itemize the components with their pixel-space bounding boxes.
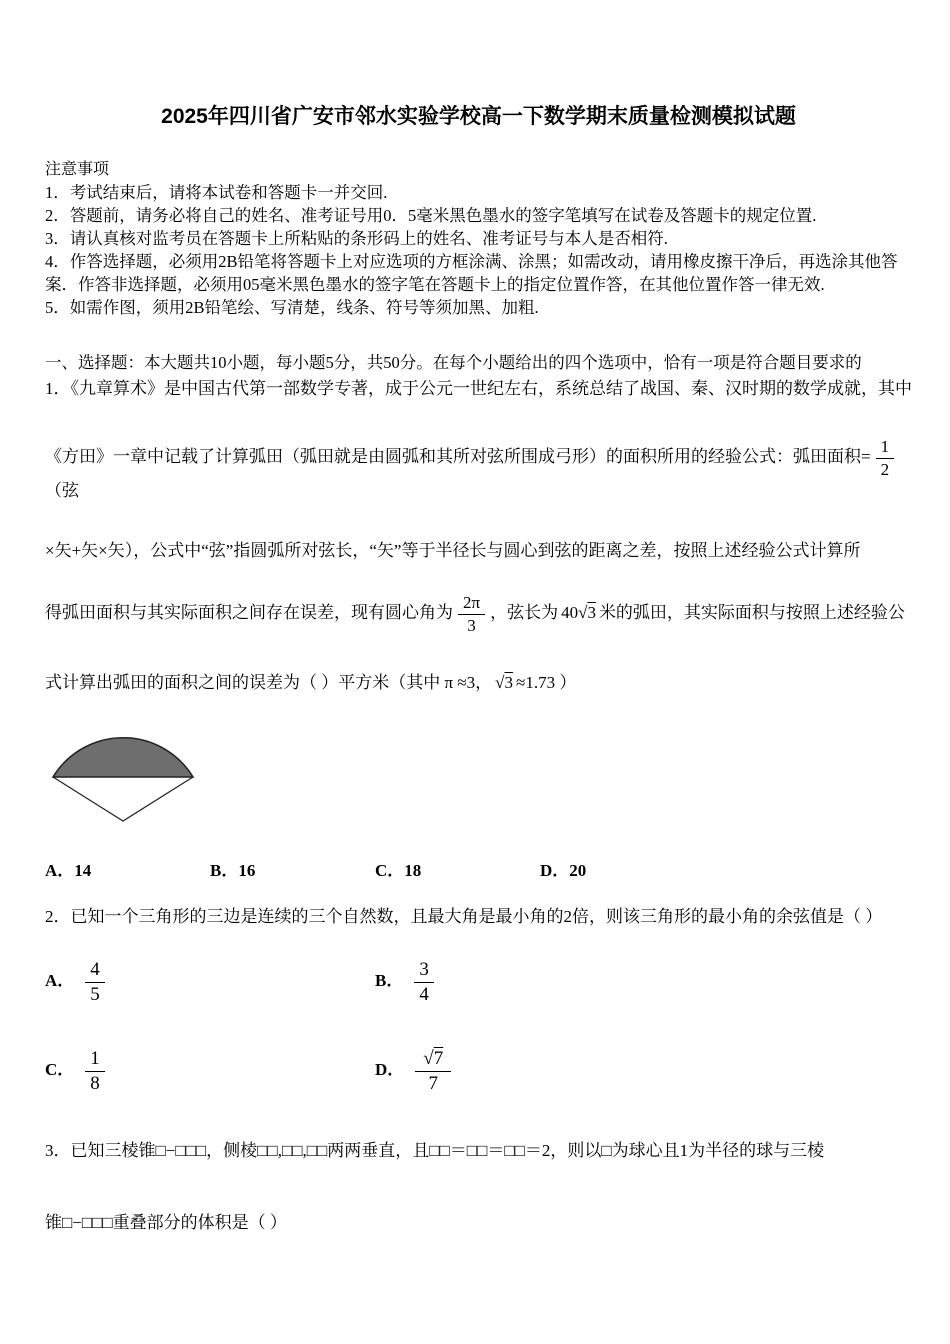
- fraction-denominator: 3: [467, 615, 476, 635]
- q1-line-4-text: 得弧田面积与其实际面积之间存在误差，现有圆心角为: [45, 603, 453, 623]
- radius-triangle: [53, 777, 193, 821]
- radical-sqrt-3: [495, 673, 513, 692]
- q1-options: [45, 856, 912, 881]
- pi-approximation: π ≈3: [444, 673, 476, 693]
- fraction-2pi-over-3: [458, 593, 485, 635]
- q1-line-2-tail: （弦: [45, 481, 79, 501]
- q1-line-4: [45, 593, 912, 635]
- note-item-4: 4．作答选择题，必须用2B铅笔将答题卡上对应选项的方框涂满、涂黑；如需改动，请用橡皮擦干净后，再选涂其他答案．作答非选择题，必须用05毫米黑色墨水的签字笔在答题卡上的指定位置作答，在其他位置作答一律无效.: [45, 252, 898, 294]
- q2-option-c: [45, 1048, 375, 1095]
- q1-line-2: [45, 437, 912, 503]
- arc-field-diagram: [47, 725, 197, 825]
- separator: ，: [475, 673, 493, 693]
- radicand: 3: [504, 673, 514, 693]
- fraction-numerator: 2π: [458, 593, 485, 615]
- q2-option-b: [375, 959, 705, 1006]
- sqrt3-approximation: ≈1.73: [516, 673, 556, 693]
- fraction-denominator: 5: [90, 984, 100, 1006]
- fraction-numerator: [415, 1048, 451, 1072]
- q3-line-1: 3．已知三棱锥□−□□□，侧棱□□,□□,□□两两垂直，且□□＝□□＝□□＝2，则以□为球心且1为半径的球与三棱: [45, 1140, 825, 1160]
- q2-option-a: [45, 959, 375, 1006]
- option-label: C．: [45, 1060, 75, 1080]
- q1-line-2-text: 《方田》一章中记载了计算弧田（弧田就是由圆弧和其所对弦所围成弓形）的面积所用的经验公式：弧田面积=: [45, 446, 871, 466]
- q2-options: [45, 959, 912, 1094]
- notes-section: [45, 156, 912, 319]
- q1-line-1: 1．《九章算术》是中国古代第一部数学专著，成于公元一世纪左右，系统总结了战国、秦、汉时期的数学成就，其中: [45, 379, 912, 398]
- q1-line-3: ×矢+矢×矢），公式中“弦”指圆弧所对弦长，“矢”等于半径长与圆心到弦的距离之差，按照上述经验公式计算所: [45, 541, 861, 561]
- q1-line-4-tail: 米的弧田，其实际面积与按照上述经验公: [598, 603, 905, 623]
- q1-line-5: [45, 671, 912, 695]
- fraction-denominator: 2: [880, 459, 890, 479]
- question-3: [45, 1139, 912, 1235]
- question-1: [45, 377, 912, 881]
- fraction-1-over-8: [85, 1048, 105, 1095]
- fraction-numerator: 3: [414, 959, 434, 983]
- shaded-segment: [53, 738, 193, 777]
- notes-heading: 注意事项: [45, 161, 110, 178]
- radical-coefficient: 40: [561, 603, 579, 623]
- q1-option-a: A．14: [45, 861, 92, 881]
- q1-option-d: D．20: [540, 861, 587, 881]
- radical-40-sqrt-3: [561, 603, 596, 622]
- fraction-4-over-5: [85, 959, 105, 1006]
- note-item-3: 3．请认真核对监考员在答题卡上所粘贴的条形码上的姓名、准考证号与本人是否相符.: [45, 229, 668, 248]
- q1-line-5-text: 式计算出弧田的面积之间的误差为（ ）平方米（其中: [45, 673, 441, 693]
- q1-line-4-mid: ，弦长为: [490, 603, 559, 623]
- fraction-denominator: 7: [428, 1072, 438, 1094]
- radicand: 3: [587, 603, 596, 623]
- q1-line-5-tail: ）: [559, 673, 577, 693]
- fraction-one-half: [876, 437, 895, 479]
- radicand: 7: [433, 1047, 444, 1069]
- page-title: 2025年四川省广安市邻水实验学校高一下数学期末质量检测模拟试题: [161, 105, 796, 128]
- fraction-sqrt7-over-7: [415, 1048, 451, 1095]
- q2-option-d: [375, 1048, 705, 1095]
- fraction-3-over-4: [414, 959, 434, 1006]
- fraction-denominator: 4: [419, 984, 429, 1006]
- option-label: A．: [45, 971, 75, 991]
- fraction-numerator: 4: [85, 959, 105, 983]
- option-label: B．: [375, 971, 404, 991]
- radical-sqrt-7: [423, 1048, 443, 1069]
- note-item-1: 1．考试结束后，请将本试卷和答题卡一并交回.: [45, 183, 388, 202]
- q3-line-2: 锥□−□□□重叠部分的体积是（ ）: [45, 1212, 287, 1232]
- radical-sign: √: [495, 673, 505, 693]
- question-2: [45, 905, 912, 1094]
- q1-option-b: B．16: [210, 861, 256, 881]
- section-heading: 一、选择题：本大题共10小题，每小题5分，共50分。在每个小题给出的四个选项中，恰有一项是符合题目要求的: [45, 353, 862, 372]
- fraction-numerator: 1: [876, 437, 895, 459]
- radical-sign: √: [423, 1047, 434, 1069]
- option-label: D．: [375, 1060, 405, 1080]
- segment-figure: [47, 725, 912, 830]
- q1-option-c: C．18: [375, 861, 422, 881]
- radical-sign: √: [578, 603, 588, 623]
- note-item-2: 2．答题前，请务必将自己的姓名、准考证号用0．5毫米黑色墨水的签字笔填写在试卷及答题卡的规定位置.: [45, 206, 817, 225]
- q2-stem: 2．已知一个三角形的三边是连续的三个自然数，且最大角是最小角的2倍，则该三角形的最小角的余弦值是（ ）: [45, 907, 883, 927]
- note-item-5: 5．如需作图，须用2B铅笔绘、写清楚，线条、符号等须加黑、加粗.: [45, 298, 539, 317]
- fraction-numerator: 1: [85, 1048, 105, 1072]
- fraction-denominator: 8: [90, 1072, 100, 1094]
